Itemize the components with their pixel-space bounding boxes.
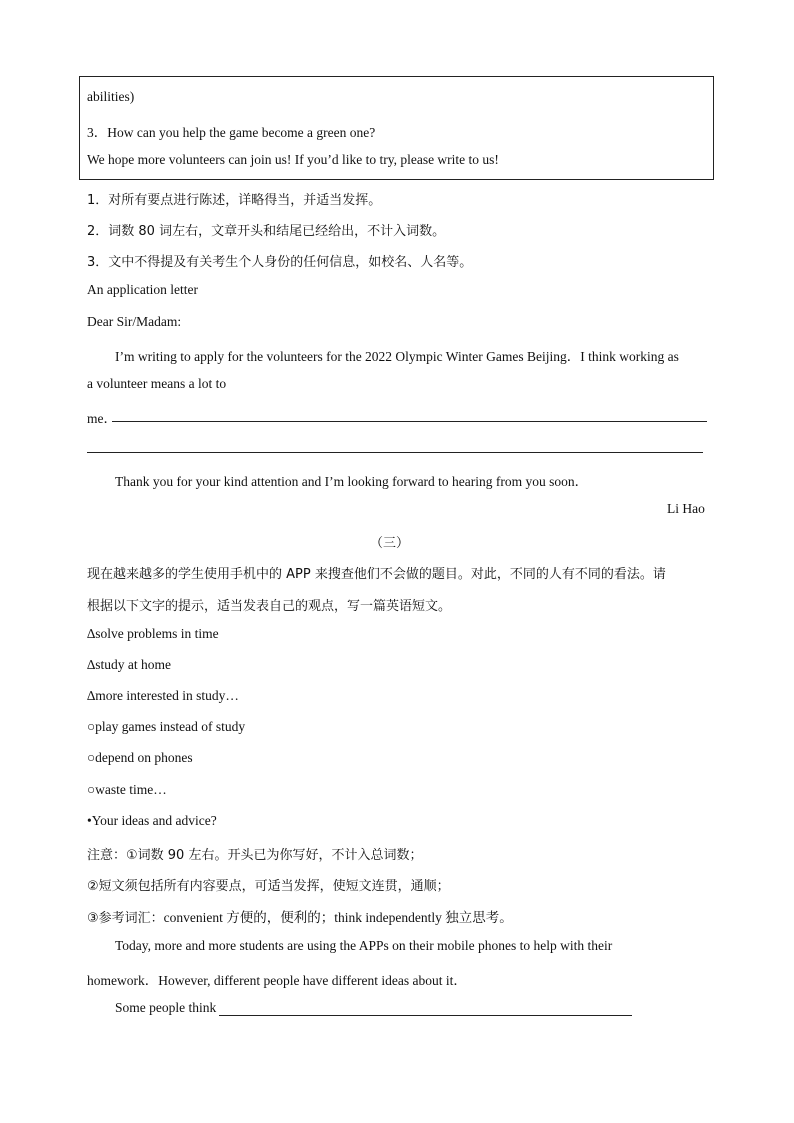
bullet-icon: • [87, 813, 92, 828]
point-item: ○waste time… [87, 782, 167, 797]
some-people-text: Some people think [115, 1000, 217, 1015]
point-item: ∆solve problems in time [87, 626, 219, 641]
answer-line-2 [87, 452, 703, 453]
note-2: ②短文须包括所有内容要点，可适当发挥，使短文连贯，通顺； [87, 879, 450, 894]
letter-opening-line-1: I’m writing to apply for the volunteers for the 2022 Olympic Winter Games Beijing．I think working as [115, 349, 679, 364]
answer-line-1 [112, 421, 707, 422]
note-3: ③参考词汇：convenient 方便的，便利的；think independently 独立思考。 [87, 910, 513, 926]
triangle-icon: ∆ [87, 657, 96, 672]
point-item: •Your ideas and advice? [87, 813, 217, 828]
letter-opening-line-2: a volunteer means a lot to [87, 376, 227, 391]
paragraph-line-2: homework．However, different people have different ideas about it． [87, 973, 467, 988]
requirement-3: 3．文中不得提及有关考生个人身份的任何信息，如校名、人名等。 [87, 255, 473, 270]
circle-icon: ○ [87, 719, 96, 734]
point-item: ○depend on phones [87, 750, 193, 765]
point-item: ○play games instead of study [87, 719, 246, 734]
letter-heading: An application letter [87, 282, 198, 297]
requirement-2: 2．词数 80 词左右，文章开头和结尾已经给出，不计入词数。 [87, 224, 446, 239]
circle-icon: ○ [87, 782, 96, 797]
note-1: 注意：①词数 90 左右。开头已为你写好，不计入总词数； [87, 848, 423, 863]
point-item: ∆study at home [87, 657, 172, 672]
requirement-1: 1．对所有要点进行陈述，详略得当，并适当发挥。 [87, 193, 382, 208]
letter-closing: Thank you for your kind attention and I’m looking forward to hearing from you soon． [115, 474, 589, 489]
triangle-icon: ∆ [87, 688, 96, 703]
box-line-2: 3．How can you help the game become a green one? [87, 125, 376, 140]
prompt-line-1: 现在越来越多的学生使用手机中的 APP 来搜查他们不会做的题目。对此，不同的人有不同的看法。请 [87, 567, 666, 582]
prompt-line-2: 根据以下文字的提示，适当发表自己的观点，写一篇英语短文。 [87, 599, 452, 614]
circle-icon: ○ [87, 750, 96, 765]
letter-salutation: Dear Sir/Madam: [87, 314, 182, 329]
triangle-icon: ∆ [87, 626, 96, 641]
box-line-1: abilities) [87, 89, 135, 104]
letter-signature: Li Hao [667, 501, 705, 516]
box-line-3: We hope more volunteers can join us! If you’d like to try, please write to us! [87, 152, 499, 167]
section-number: （三） [370, 536, 410, 551]
letter-me-text: me． [87, 411, 117, 426]
answer-line-3 [219, 1015, 632, 1016]
point-item: ∆more interested in study… [87, 688, 239, 703]
paragraph-line-1: Today, more and more students are using the APPs on their mobile phones to help with their [115, 938, 613, 953]
